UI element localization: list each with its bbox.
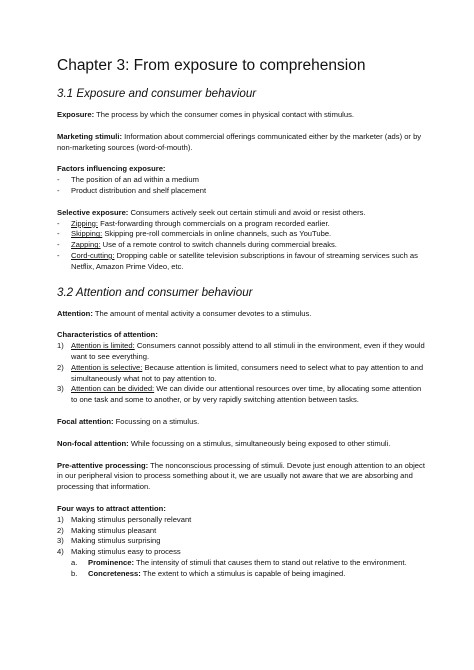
list-item-term: Zapping: <box>71 240 101 250</box>
exposure-term: Exposure: <box>57 110 95 119</box>
pre-attentive-processing-def-text: The nonconscious processing of stimuli. Devote just enough attention to an object in our peripheral vision to process something about it, we are usually not aware that we are absorbing and processing that information. <box>57 460 425 492</box>
list-item-term: Skipping: <box>71 229 103 239</box>
list-number: 3) <box>57 384 64 394</box>
sub-list-item <box>57 558 427 569</box>
characteristics-list <box>57 341 427 406</box>
list-item <box>57 229 427 240</box>
ways-list <box>57 515 427 580</box>
list-item <box>57 186 427 197</box>
sub-list-item-text: The intensity of stimuli that causes them to stand out relative to the environment. <box>134 557 407 567</box>
factors-list <box>57 175 427 197</box>
dash-marker: - <box>57 175 60 185</box>
pre-attentive-processing-definition <box>57 461 427 493</box>
list-item <box>57 536 427 547</box>
exposure-def-text: The process by which the consumer comes in physical contact with stimulus. <box>94 110 354 119</box>
list-item-term: Zipping: <box>71 218 99 228</box>
focal-attention-def-text: Focussing on a stimulus. <box>113 416 200 426</box>
characteristics-heading <box>57 330 427 341</box>
document-body <box>57 56 427 591</box>
factors-heading-text: Factors influencing exposure: <box>57 164 166 174</box>
list-item-text: Making stimulus personally relevant <box>71 514 192 524</box>
list-item-text: Consumers cannot possibly attend to all stimuli in the environment, even if they would want to see everything. <box>71 341 425 361</box>
list-item-text: Making stimulus pleasant <box>71 525 157 535</box>
selective-exposure-list <box>57 219 427 273</box>
list-item <box>57 363 427 385</box>
list-item-text: Dropping cable or satellite television subscriptions in favour of streaming services such as Netflix, Amazon Prime Video, etc. <box>71 250 418 271</box>
list-item-term: Attention is selective: <box>71 362 143 372</box>
list-item <box>57 515 427 526</box>
list-item <box>57 526 427 537</box>
sub-list-item-text: The extent to which a stimulus is capable of being imagined. <box>140 568 346 578</box>
section-heading-exposure: 3.1 Exposure and consumer behaviour <box>57 87 257 100</box>
non-focal-attention-term: Non-focal attention: <box>57 438 129 448</box>
list-item-text: Product distribution and shelf placement <box>71 185 207 195</box>
list-item-text: Use of a remote control to switch channels during commercial breaks. <box>100 240 337 250</box>
sub-list-marker: b. <box>71 568 78 578</box>
list-item-text: Because attention is limited, consumers need to select what to pay attention to and simultaneously what not to pay attention to. <box>71 362 424 383</box>
list-item-text: Fast-forwarding through commercials on a program recorded earlier. <box>98 218 330 228</box>
attention-term: Attention: <box>57 308 93 318</box>
list-item <box>57 219 427 230</box>
non-focal-attention-definition <box>57 439 427 450</box>
list-item-text: Making stimulus surprising <box>71 536 161 546</box>
attention-def-text: The amount of mental activity a consumer devotes to a stimulus. <box>92 308 312 318</box>
list-item <box>57 251 427 273</box>
marketing-stimuli-term: Marketing stimuli: <box>57 131 122 141</box>
marketing-stimuli-def-text: Information about commercial offerings communicated either by the marketer (ads) or by non-marketing sources (word-of-mouth). <box>57 131 422 152</box>
selective-exposure-term: Selective exposure: <box>57 207 129 217</box>
list-item <box>57 341 427 363</box>
list-number: 4) <box>57 547 64 557</box>
exposure-definition <box>57 110 427 121</box>
list-number: 3) <box>57 536 64 546</box>
list-item-text: Skipping pre-roll commercials in online channels, such as YouTube. <box>102 229 332 239</box>
dash-marker: - <box>57 240 60 250</box>
non-focal-attention-def-text: While focussing on a stimulus, simultaneously being exposed to other stimuli. <box>128 438 391 448</box>
list-item <box>57 240 427 251</box>
list-number: 2) <box>57 525 64 535</box>
selective-exposure-def-text: Consumers actively seek out certain stimuli and avoid or resist others. <box>128 207 366 217</box>
list-item-term: Attention can be divided: <box>71 384 155 394</box>
ways-heading-text: Four ways to attract attention: <box>57 503 166 513</box>
list-item-term: Cord-cutting: <box>71 250 115 260</box>
dash-marker: - <box>57 250 60 260</box>
marketing-stimuli-definition <box>57 132 427 154</box>
list-item <box>57 547 427 558</box>
section-heading-attention: 3.2 Attention and consumer behaviour <box>57 285 253 299</box>
chapter-title: Chapter 3: From exposure to comprehension <box>57 57 366 74</box>
list-item-text: The position of an ad within a medium <box>71 175 199 185</box>
list-number: 1) <box>57 514 64 524</box>
list-number: 2) <box>57 362 64 372</box>
attention-definition <box>57 309 427 320</box>
list-item-text: We can divide our attentional resources over time, by allocating some attention to one task and some to another, or by very rapidly switching attention between tasks. <box>71 384 422 405</box>
list-number: 1) <box>57 341 64 351</box>
sub-list-item-term: Prominence: <box>88 557 134 567</box>
list-item <box>57 384 427 406</box>
list-item <box>57 175 427 186</box>
focal-attention-term: Focal attention: <box>57 416 114 426</box>
dash-marker: - <box>57 218 60 228</box>
sub-list-item <box>57 569 427 580</box>
sub-list-item-term: Concreteness: <box>88 568 141 578</box>
list-item-term: Attention is limited: <box>71 341 135 351</box>
dash-marker: - <box>57 229 60 239</box>
characteristics-heading-text: Characteristics of attention: <box>57 330 158 340</box>
sub-list-marker: a. <box>71 557 78 567</box>
factors-heading <box>57 164 427 175</box>
focal-attention-definition <box>57 417 427 428</box>
pre-attentive-processing-term: Pre-attentive processing: <box>57 460 149 470</box>
ways-heading <box>57 504 427 515</box>
list-item-text: Making stimulus easy to process <box>71 547 181 557</box>
dash-marker: - <box>57 185 60 195</box>
selective-exposure-definition <box>57 208 427 219</box>
